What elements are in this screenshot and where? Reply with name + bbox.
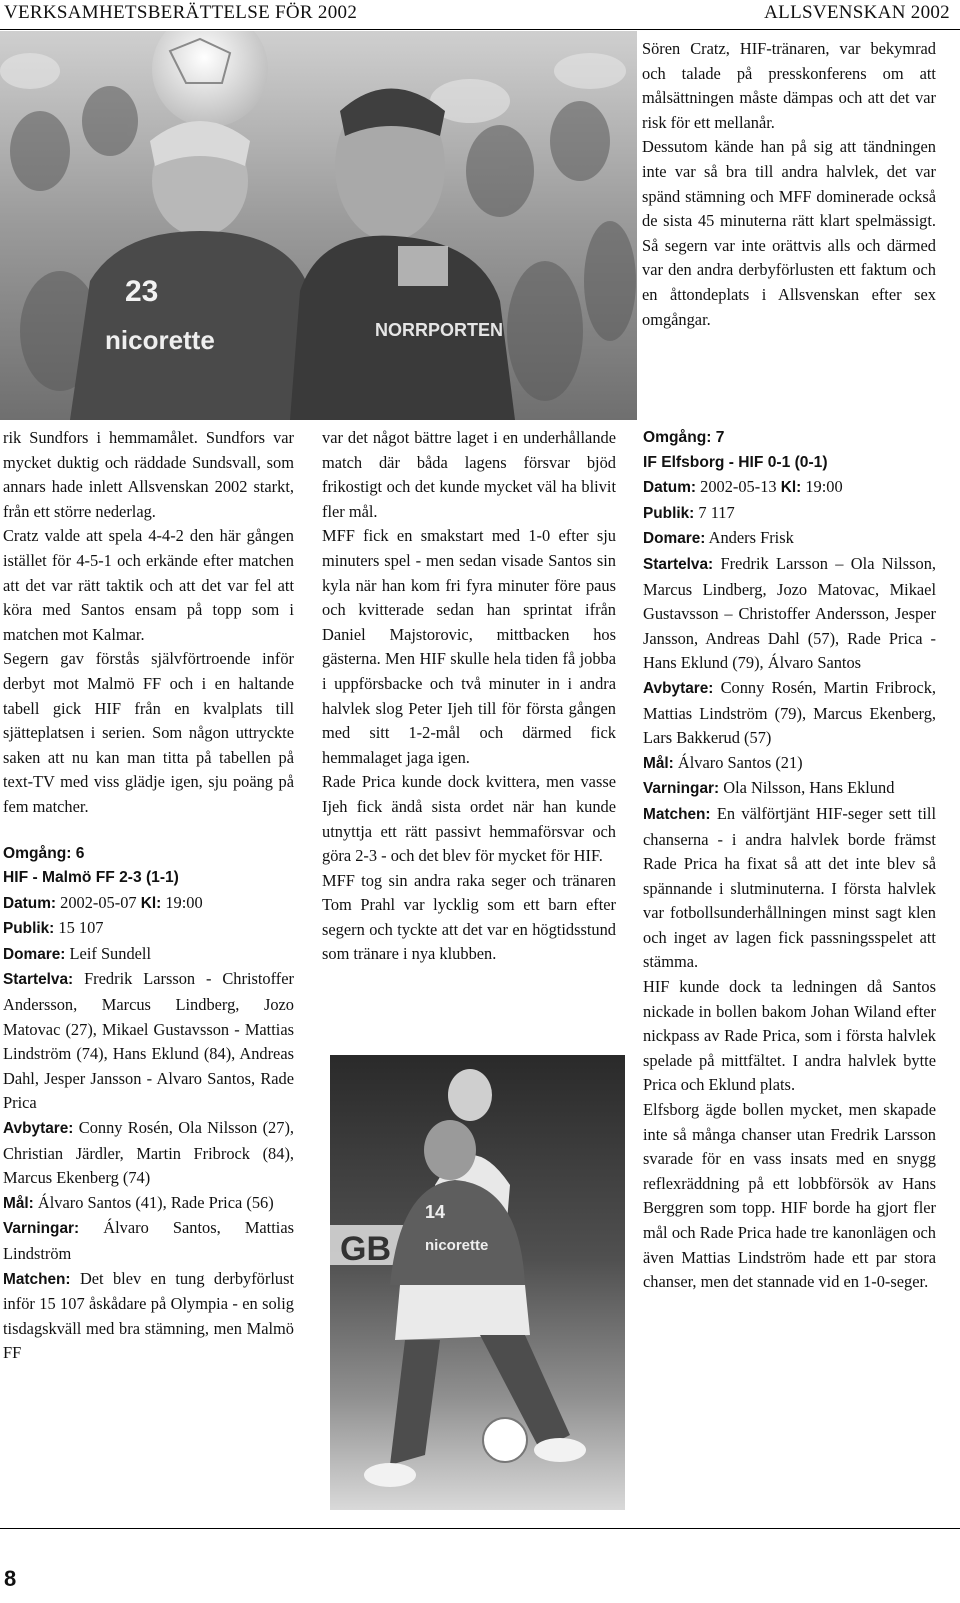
round-7-mal: Mål: Álvaro Santos (21) [643,752,803,772]
footer-rule [0,1528,960,1529]
round-6-heading: Omgång: 6 [3,844,85,862]
round-7-domare: Domare: Anders Frisk [643,528,794,548]
round-7-avbytare: Avbytare: Conny Rosén, Martin Fribrock, Mattias Lindström (79), Marcus Ekenberg, Lars Bakkerud (57) [643,677,936,748]
column-2 [322,426,616,967]
board-text: GB [340,1230,391,1268]
round-7-match: IF Elfsborg - HIF 0-1 (0-1) [643,453,828,471]
paragraph: Elfsborg ägde bollen mycket, men skapade inte så många chanser utan Fredrik Larsson svarade för en vass insats med en snygg reflexräddning på ett lobbförsök av Hans Berggren som topp. HIF borde ha gjort fler mål och Rade Prica hade tre kanonlägen och även Mattias Lindström hade ett par stora chanser, men det stannade vid en 1-0-seger. [643,1100,936,1292]
jersey-sponsor-left: nicorette [105,325,215,355]
paragraph: Rade Prica kunde dock kvittera, men vasse Ijeh fick ändå sista ordet när han kunde utnyttja ett rätt passivt hemmaförsvar och göra 2-3 - och det blev för mycket för HIF. [322,772,616,866]
bottom-photo [330,1055,625,1510]
round-6-domare: Domare: Leif Sundell [3,943,152,963]
column-3 [643,426,936,1295]
paragraph: HIF kunde dock ta ledningen då Santos nickade in bollen bakom Johan Wiland efter nickpass av Rade Prica, som i första halvlek spelade på mittfältet. I andra halvlek bytte Prica och Eklund plats. [643,977,936,1095]
round-7-datum: Datum: 2002-05-13 Kl: 19:00 [643,477,843,497]
paragraph: Cratz valde att spela 4-4-2 den här gången istället för 4-5-1 och erkände efter matchen att det var rätt taktik och att det var fel att köra med Santos ensam på topp som i matchen mot Kalmar. [3,526,294,644]
round-7-startelva: Startelva: Fredrik Larsson – Ola Nilsson, Marcus Lindberg, Jozo Matovac, Mikael Gustavsson – Christoffer Andersson, Jesper Jansson, Andreas Dahl (57), Rade Prica - Hans Eklund (79), Álvaro Santos [643,553,936,673]
jersey-sponsor: nicorette [425,1237,489,1254]
header-rule [0,29,960,30]
round-7-varningar: Varningar: Ola Nilsson, Hans Eklund [643,778,895,798]
paragraph: var det något bättre laget i en underhållande match där båda lagens försvar bjöd frikostigt och det kunde mycket väl ha blivit fler mål. [322,428,616,521]
round-7-matchen: Matchen: En välförtjänt HIF-seger sett till chanserna - i andra halvlek borde främst Rade Prica ha fixat så att det inte blev så spännande i slutminuterna. I första halvlek var fotbollsunderhållningen minst sagt klen och inget av lagen fick passningsspelet att stämma. [643,803,936,972]
football [483,1418,527,1462]
round-6-startelva: Startelva: Fredrik Larsson - Christoffer Andersson, Marcus Lindberg, Jozo Matovac (27), Mikael Gustavsson - Mattias Lindström (74), Hans Eklund (84), Andreas Dahl, Jesper Jansson - Alvaro Santos, Rade Prica [3,969,294,1113]
jersey-number-23: 23 [125,275,159,308]
round-6-datum: Datum: 2002-05-07 Kl: 19:00 [3,892,203,912]
round-7-heading: Omgång: 7 [643,429,725,446]
round-6-publik: Publik: 15 107 [3,918,104,938]
column-1 [3,426,294,1366]
round-6-match: HIF - Malmö FF 2-3 (1-1) [3,869,179,887]
running-header-left: VERKSAMHETSBERÄTTELSE FÖR 2002 [4,2,358,23]
round-6-matchen: Matchen: Det blev en tung derbyförlust inför 15 107 åskådare på Olympia - en solig tisdagskväll med bra stämning, men Malmö FF [3,1268,294,1363]
paragraph: Segern gav förstås självförtroende inför derbyt mot Malmö FF och i en haltande tabell gick HIF från en kvalplats till sjätteplatsen i serien. Som någon uttryckte saken att nu kan man titta på tabellen på text-TV med viss glädje igen, sju poäng på fem matcher. [3,649,294,816]
round-6-varningar: Varningar: Álvaro Santos, Mattias Lindström [3,1218,294,1263]
jersey-sponsor-right: NORRPORTEN [375,320,504,340]
running-header-right: ALLSVENSKAN 2002 [764,2,950,23]
jersey-number-14: 14 [425,1202,446,1222]
page-number: 8 [4,1566,17,1591]
round-6-avbytare: Avbytare: Conny Rosén, Ola Nilsson (27), Christian Järdler, Martin Fribrock (84), Marcus Ekenberg (74) [3,1118,294,1188]
top-right-text [642,37,936,332]
paragraph: rik Sundfors i hemmamålet. Sundfors var mycket duktig och räddade Sundsvall, som annars hade inlett Allsvenskan 2002 starkt, från ett större nederlag. [3,428,294,521]
paragraph: Dessutom kände han på sig att tändningen inte var så bra till andra halvlek, det var spänd stämning och MFF dominerade också de sista 45 minuterna rätt klart spelmässigt. Så segern var inte orättvis alls och därmed var den andra derbyförlusten ett faktum och en åttondeplats i Allsvenskan efter sex omgångar. [642,137,936,329]
top-photo [0,31,637,420]
paragraph: MFF fick en smakstart med 1-0 efter sju minuters spel - men sedan visade Santos sin kyla när han kom fri fyra minuter före paus och kvitterade sedan han sprintat ifrån Daniel Majstorovic, mittbacken hos gästerna. Men HIF skulle hela tiden få jobba i uppförsbacke och två minuter in i andra halvlek slog Peter Ijeh till för första gången med sitt 1-2-mål och därmed fick hemmalaget jaga igen. [322,526,616,767]
paragraph: MFF tog sin andra raka seger och tränaren Tom Prahl var lycklig som ett barn efter segern och tyckte att det var en högtidsstund som tränare i nya klubben. [322,870,616,964]
paragraph: Sören Cratz, HIF-tränaren, var bekymrad och talade på presskonferens om att målsättningen måste dämpas och att det var risk för ett mellanår. [642,39,936,132]
round-7-publik: Publik: 7 117 [643,502,735,522]
round-6-mal: Mål: Álvaro Santos (41), Rade Prica (56) [3,1192,274,1212]
